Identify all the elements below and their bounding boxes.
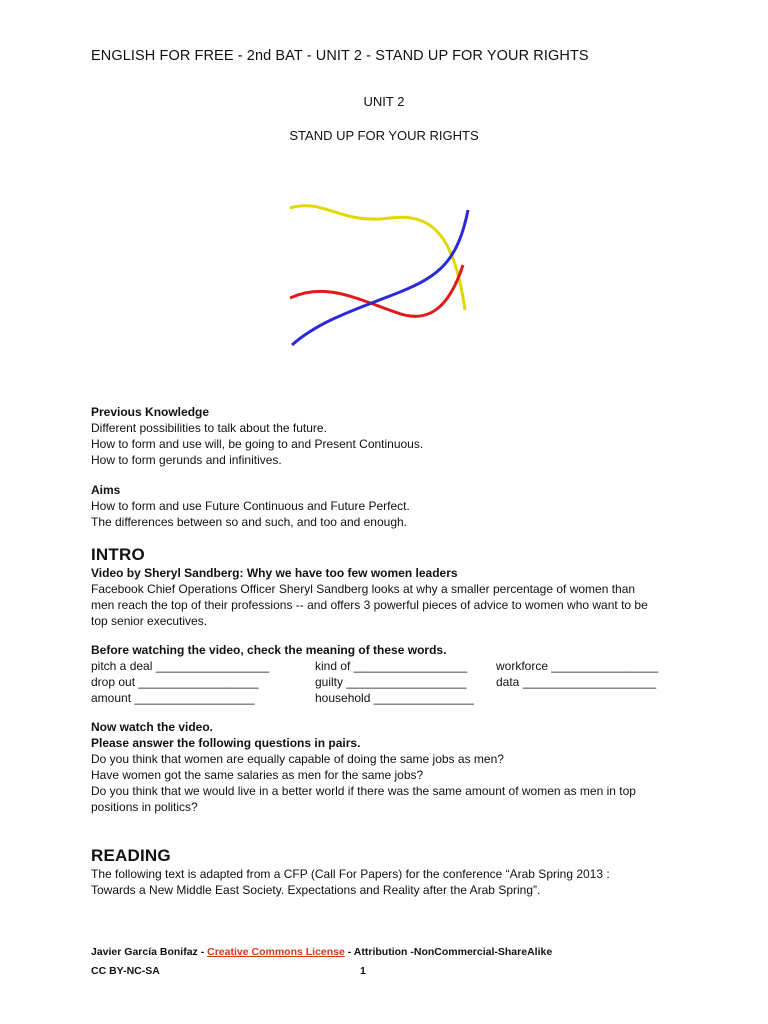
vocab-heading: Before watching the video, check the meaning of these words.: [91, 643, 447, 657]
watch-instruction: Now watch the video.: [91, 720, 214, 734]
intro-section: [91, 565, 691, 629]
vocab-item: amount __________________: [91, 691, 255, 705]
vocab-item: pitch a deal _________________: [91, 659, 270, 673]
reading-line: The following text is adapted from a CFP (Call For Papers) for the conference “Arab Spring 2013 :: [91, 867, 610, 881]
vocab-row: [91, 674, 691, 690]
aims-section: [91, 482, 691, 530]
wavy-lines-icon: [280, 200, 490, 360]
reading-section: [91, 866, 691, 898]
vocab-item: drop out __________________: [91, 675, 259, 689]
previous-knowledge-line: Different possibilities to talk about the future.: [91, 421, 327, 435]
previous-knowledge-line: How to form and use will, be going to and Present Continuous.: [91, 437, 424, 451]
vocab-item: guilty __________________: [315, 675, 467, 689]
vocab-row: [91, 658, 691, 674]
intro-description-line: men reach the top of their professions -- and offers 3 powerful pieces of advice to women who want to be: [91, 598, 648, 612]
reading-line: Towards a New Middle East Society. Expectations and Reality after the Arab Spring”.: [91, 883, 541, 897]
vocab-item: household _______________: [315, 691, 474, 705]
intro-heading: INTRO: [91, 545, 145, 564]
vocab-item: kind of _________________: [315, 659, 468, 673]
blue-line: [292, 210, 468, 345]
previous-knowledge-line: How to form gerunds and infinitives.: [91, 453, 282, 467]
aims-heading: Aims: [91, 483, 121, 497]
footer-author: Javier García Bonifaz -: [91, 946, 205, 958]
video-title: Video by Sheryl Sandberg: Why we have too few women leaders: [91, 566, 458, 580]
question-line: Do you think that we would live in a better world if there was the same amount of women as men in top: [91, 784, 636, 798]
vocab-grid: [91, 658, 691, 706]
question-line: Do you think that women are equally capable of doing the same jobs as men?: [91, 752, 504, 766]
vocab-item: data ____________________: [496, 675, 657, 689]
question-line: Have women got the same salaries as men for the same jobs?: [91, 768, 424, 782]
yellow-line: [290, 206, 465, 310]
intro-description-line: Facebook Chief Operations Officer Sheryl Sandberg looks at why a smaller percentage of women than: [91, 582, 636, 596]
questions-section: [91, 719, 691, 815]
vocab-item: workforce ________________: [496, 659, 659, 673]
unit-number: UNIT 2: [363, 94, 405, 109]
reading-heading: READING: [91, 846, 171, 865]
intro-description-line: top senior executives.: [91, 614, 208, 628]
footer-cc: CC BY-NC-SA: [91, 965, 160, 977]
aims-line: The differences between so and such, and too and enough.: [91, 515, 408, 529]
vocab-row: [91, 690, 691, 706]
previous-knowledge-section: [91, 404, 691, 468]
aims-line: How to form and use Future Continuous and Future Perfect.: [91, 499, 410, 513]
previous-knowledge-heading: Previous Knowledge: [91, 405, 210, 419]
footer-license: [91, 946, 552, 958]
license-link[interactable]: Creative Commons License: [207, 946, 345, 958]
unit-title: STAND UP FOR YOUR RIGHTS: [289, 128, 479, 143]
pairs-instruction: Please answer the following questions in pairs.: [91, 736, 361, 750]
page-header-title: ENGLISH FOR FREE - 2nd BAT - UNIT 2 - STAND UP FOR YOUR RIGHTS: [91, 48, 589, 64]
page-number: 1: [360, 965, 366, 977]
question-line: positions in politics?: [91, 800, 198, 814]
footer-license-rest: - Attribution -NonCommercial-ShareAlike: [347, 946, 553, 958]
